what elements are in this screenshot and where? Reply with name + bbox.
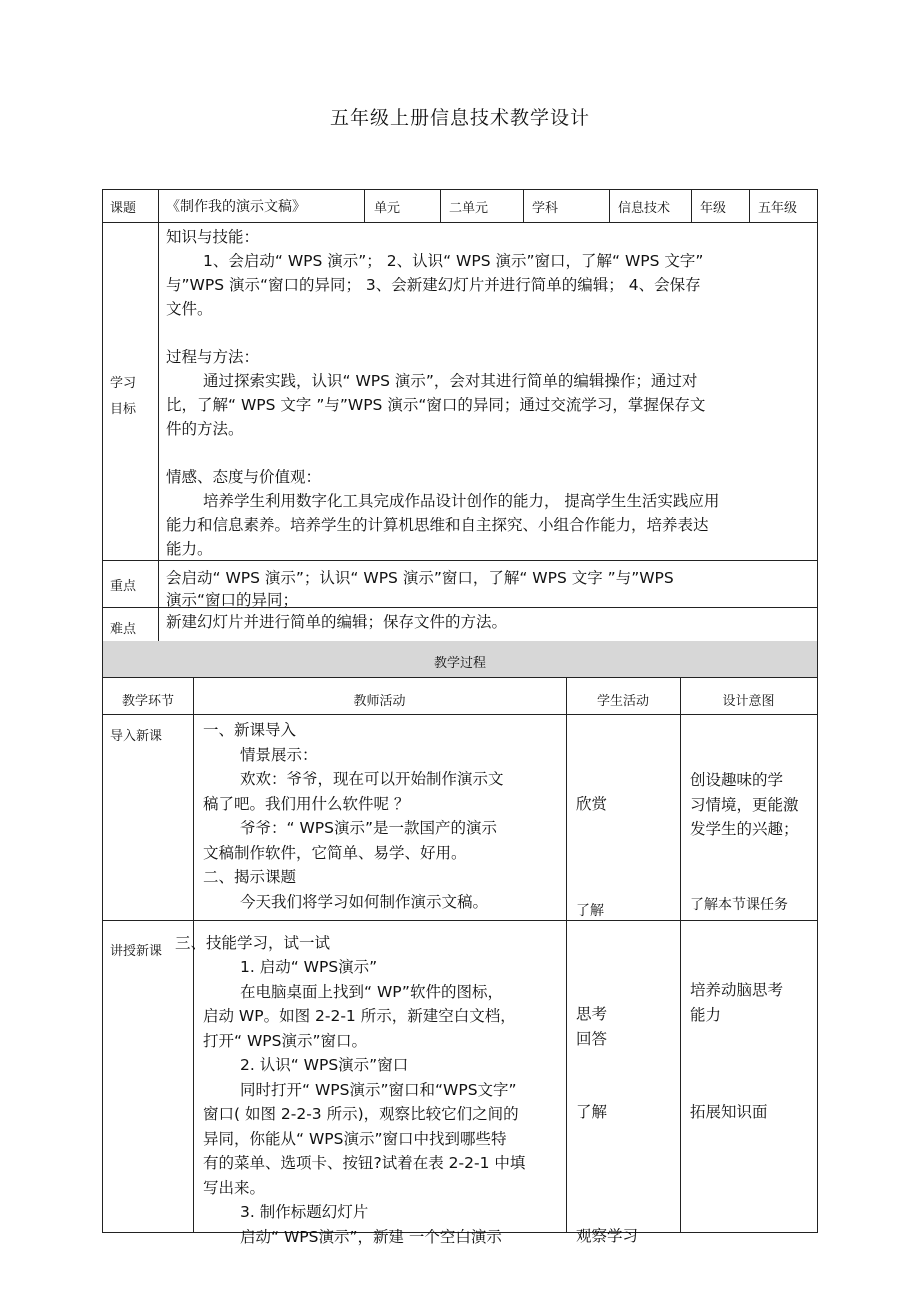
design-intent-intro — [690, 768, 799, 842]
process-line: 比，了解“ WPS 文字 ”与”WPS 演示“窗口的异同；通过交流学习，掌握保存文 — [166, 396, 706, 414]
teacher-line: 稿了吧。我们用什么软件呢 ？ — [203, 794, 410, 813]
key-point-line: 会启动“ WPS 演示”；认识“ WPS 演示”窗口，了解“ WPS 文字 ”与”WPS — [166, 569, 674, 587]
student-activity-group — [576, 1002, 607, 1051]
key-point-label: 重点 — [110, 579, 137, 594]
col-divider — [749, 189, 750, 222]
teacher-line: 打开“ WPS演示”窗口。 — [203, 1031, 367, 1050]
student-activity: 了解 — [576, 1103, 608, 1121]
intent-line: 培养动脑思考 — [690, 981, 784, 999]
row-divider — [102, 714, 818, 715]
objectives-label: 目标 — [110, 402, 137, 417]
emotion-line: 能力。 — [166, 540, 213, 558]
student-activity: 观察学习 — [576, 1227, 639, 1245]
knowledge-line: 1、会启动“ WPS 演示”； 2、认识“ WPS 演示”窗口，了解“ WPS 文字” — [203, 252, 704, 270]
teacher-line: 异同，你能从“ WPS演示”窗口中找到哪些特 — [203, 1129, 507, 1148]
intent-line: 习情境，更能激 — [690, 795, 799, 814]
teacher-line: 一、新课导入 — [203, 721, 297, 739]
key-point-content — [166, 567, 816, 611]
emotion-heading: 情感、态度与价值观： — [166, 468, 322, 486]
subject-value: 信息技术 — [618, 201, 671, 216]
teacher-line: 3. 制作标题幻灯片 — [240, 1203, 369, 1221]
col-divider — [364, 189, 365, 222]
teacher-line: 今天我们将学习如何制作演示文稿。 — [240, 892, 489, 911]
intent-line: 发学生的兴趣； — [690, 820, 799, 838]
col-header-student: 学生活动 — [596, 694, 649, 709]
process-line: 通过探索实践，认识“ WPS 演示”，会对其进行简单的编辑操作；通过对 — [203, 372, 698, 390]
teacher-line: 写出来。 — [203, 1178, 266, 1197]
student-activity: 了解 — [576, 903, 604, 919]
knowledge-heading: 知识与技能： — [166, 228, 260, 246]
teacher-line: 2. 认识“ WPS演示”窗口 — [240, 1056, 409, 1074]
teacher-activity-new-lesson — [175, 931, 330, 956]
objectives-content — [166, 225, 816, 561]
teacher-line: 文稿制作软件，它简单、易学、好用。 — [203, 843, 467, 862]
student-activity: 欣赏 — [576, 795, 608, 813]
difficult-point-text: 新建幻灯片并进行简单的编辑；保存文件的方法。 — [166, 613, 508, 631]
unit-value: 二单元 — [449, 201, 489, 216]
row-divider — [102, 222, 818, 223]
teacher-line: 启动“ WPS演示”，新建 一个空白演示 — [240, 1227, 502, 1246]
teacher-activity-new-lesson-body — [203, 955, 525, 1249]
teacher-line: 有的菜单、选项卡、按钮?试着在表 2-2-1 中填 — [203, 1154, 526, 1172]
design-intent-new-lesson — [690, 978, 783, 1027]
teacher-line: 在电脑桌面上找到“ WP”软件的图标， — [240, 982, 503, 1001]
teacher-activity-intro — [203, 718, 504, 914]
teacher-line: 1. 启动“ WPS演示” — [240, 958, 378, 976]
teacher-line: 爷爷：“ WPS演示”是一款国产的演示 — [240, 819, 497, 837]
emotion-line: 能力和信息素养。培养学生的计算机思维和自主探究、小组合作能力，培养表达 — [166, 516, 709, 534]
teacher-line: 窗口( 如图 2-2-3 所示)，观察比较它们之间的 — [203, 1105, 519, 1123]
col-header-intent: 设计意图 — [722, 694, 775, 709]
subject-label: 学科 — [532, 201, 559, 216]
stage-new-lesson: 讲授新课 — [110, 944, 163, 959]
grade-value: 五年级 — [758, 201, 798, 216]
col-divider — [680, 677, 681, 1233]
col-header-stage: 教学环节 — [121, 694, 174, 709]
design-intent: 拓展知识面 — [690, 1103, 768, 1121]
process-heading: 过程与方法： — [166, 348, 260, 366]
unit-label: 单元 — [374, 201, 401, 216]
student-activity: 思考 — [576, 1005, 608, 1023]
process-line: 件的方法。 — [166, 420, 244, 438]
knowledge-line: 与”WPS 演示“窗口的异同； 3、会新建幻灯片并进行简单的编辑； 4、会保存 — [166, 276, 701, 294]
row-divider — [102, 677, 818, 678]
teacher-line: 欢欢：爷爷，现在可以开始制作演示文 — [240, 770, 504, 788]
process-header: 教学过程 — [433, 656, 486, 671]
row-divider — [102, 920, 818, 921]
teacher-line: 同时打开“ WPS演示”窗口和“WPS文字” — [240, 1080, 517, 1099]
col-divider — [523, 189, 524, 222]
grade-label: 年级 — [700, 201, 727, 216]
col-divider — [158, 189, 159, 641]
stage-intro: 导入新课 — [110, 729, 163, 744]
intent-line: 能力 — [690, 1005, 722, 1024]
teacher-line: 启动 WP。如图 2-2-1 所示，新建空白文档， — [203, 1007, 516, 1025]
topic-value: 《制作我的演示文稿》 — [166, 199, 306, 215]
key-point-line: 演示“窗口的异同； — [166, 591, 299, 609]
teacher-line: 情景展示： — [240, 745, 318, 764]
col-divider — [609, 189, 610, 222]
topic-label: 课题 — [110, 201, 137, 216]
knowledge-line: 文件。 — [166, 300, 213, 318]
teacher-line: 三、技能学习，试一试 — [175, 934, 331, 952]
emotion-line: 培养学生利用数字化工具完成作品设计创作的能力， 提高学生生活实践应用 — [203, 492, 720, 510]
objectives-label: 学习 — [110, 376, 137, 391]
page-title: 五年级上册信息技术教学设计 — [329, 107, 590, 129]
col-divider — [691, 189, 692, 222]
design-intent: 了解本节课任务 — [690, 897, 788, 913]
col-divider — [566, 677, 567, 1233]
col-header-teacher: 教师活动 — [353, 694, 406, 709]
student-activity: 回答 — [576, 1029, 608, 1048]
col-divider — [440, 189, 441, 222]
intent-line: 创设趣味的学 — [690, 771, 784, 789]
difficult-point-label: 难点 — [110, 622, 137, 637]
teacher-line: 二、揭示课题 — [203, 868, 297, 886]
